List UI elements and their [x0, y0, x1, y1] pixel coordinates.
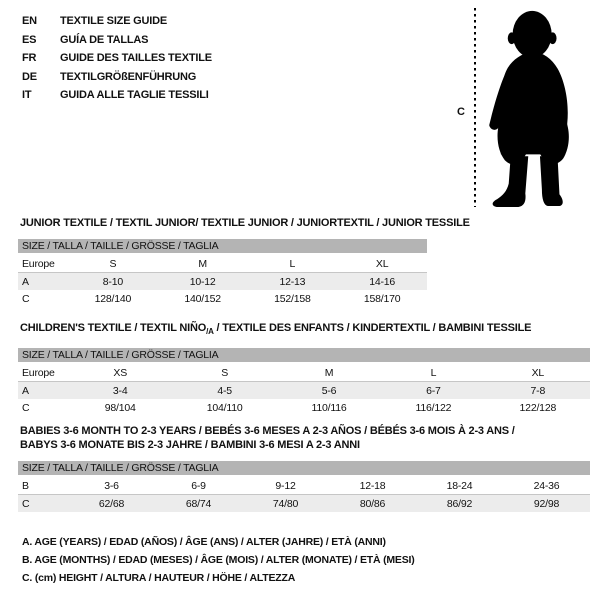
childrens-textile-section	[18, 321, 590, 416]
value-cell: M	[324, 367, 334, 380]
footnote-line: C. (cm) HEIGHT / ALTURA / HAUTEUR / HÖHE / ALTEZZA	[22, 572, 296, 584]
language-title-list	[22, 12, 212, 105]
language-title: TEXTILE SIZE GUIDE	[60, 15, 168, 28]
baby-silhouette-icon	[488, 8, 588, 208]
height-measure-label: C	[457, 106, 465, 118]
baby-figure	[450, 0, 600, 215]
value-cell: S	[221, 367, 229, 380]
footnote-legend	[22, 533, 415, 587]
junior-textile-section	[18, 216, 470, 307]
value-cell: 12-18	[359, 480, 386, 492]
value-cell: 128/140	[94, 292, 132, 305]
size-header-band: SIZE / TALLA / TAILLE / GRÖSSE / TAGLIA	[18, 348, 590, 362]
section-title	[18, 216, 470, 230]
value-cell: 74/80	[272, 497, 299, 510]
value-cell: 152/158	[274, 292, 311, 305]
language-code: ES	[22, 33, 37, 46]
language-code: EN	[22, 15, 37, 28]
value-cell: 3-4	[112, 384, 128, 397]
title-text: / TEXTILE DES ENFANTS / KINDERTEXTIL / BAMBINI TESSILE	[213, 322, 532, 334]
value-cell: 4-5	[217, 384, 232, 397]
title-text: CHILDREN'S TEXTILE / TEXTIL NIÑO	[20, 322, 207, 334]
table-row	[18, 273, 427, 290]
table-row	[18, 478, 590, 495]
language-row	[22, 12, 212, 31]
value-cell: 140/152	[184, 292, 221, 305]
value-cell: 7-8	[530, 384, 546, 397]
row-label-cell: Europe	[22, 258, 55, 270]
row-label-cell: Europe	[22, 367, 55, 380]
babies-textile-section	[18, 424, 590, 512]
section-title	[18, 321, 590, 339]
value-cell: 12-13	[279, 275, 306, 288]
value-cell: 68/74	[185, 497, 212, 510]
value-cell: 116/122	[415, 401, 452, 414]
title-text: BABYS 3-6 MONATE BIS 2-3 JAHRE / BAMBINI 3-6 MESI A 2-3 ANNI	[20, 439, 360, 451]
title-text: JUNIOR TEXTILE / TEXTIL JUNIOR/ TEXTILE JUNIOR / JUNIORTEXTIL / JUNIOR TESSILE	[20, 217, 470, 229]
value-cell: XL	[531, 367, 545, 380]
size-table	[18, 256, 427, 307]
language-code: FR	[22, 52, 37, 65]
value-cell: S	[109, 258, 117, 270]
table-row	[18, 495, 590, 512]
section-title	[18, 424, 590, 452]
row-label-cell: C	[22, 497, 30, 510]
row-label-cell: A	[22, 275, 29, 288]
table-row	[18, 256, 427, 273]
value-cell: 14-16	[369, 275, 396, 288]
value-cell: XS	[113, 367, 127, 380]
value-cell: 110/116	[311, 401, 347, 414]
language-row	[22, 68, 212, 87]
section-title-line	[20, 321, 590, 339]
table-row	[18, 290, 427, 307]
value-cell: 92/98	[533, 497, 560, 510]
section-title-line	[20, 424, 590, 438]
language-row	[22, 31, 212, 50]
value-cell: 5-6	[321, 384, 337, 397]
value-cell: 9-12	[275, 480, 296, 492]
language-code: IT	[22, 89, 32, 102]
value-cell: 104/110	[206, 401, 243, 414]
height-dotted-line	[474, 8, 476, 207]
row-label-cell: A	[22, 384, 29, 397]
value-cell: 8-10	[102, 275, 123, 288]
row-label-cell: C	[22, 292, 30, 305]
value-cell: 122/128	[519, 401, 557, 414]
value-cell: 6-9	[191, 480, 206, 492]
size-table	[18, 365, 590, 416]
row-label-cell: B	[22, 480, 29, 492]
value-cell: 24-36	[533, 480, 560, 492]
value-cell: 18-24	[446, 480, 473, 492]
title-text: BABIES 3-6 MONTH TO 2-3 YEARS / BEBÉS 3-6 MESES A 2-3 AÑOS / BÉBÉS 3-6 MOIS À 2-3 ANS /	[20, 425, 515, 437]
language-title: TEXTILGRÖßENFÜHRUNG	[60, 70, 197, 83]
size-header-band: SIZE / TALLA / TAILLE / GRÖSSE / TAGLIA	[18, 239, 427, 253]
value-cell: 3-6	[104, 480, 119, 492]
value-cell: M	[198, 258, 207, 270]
title-subscript: /A	[206, 327, 214, 337]
language-title: GUÍA DE TALLAS	[60, 33, 149, 46]
footnote-line: B. AGE (MONTHS) / EDAD (MESES) / ÂGE (MOIS) / ALTER (MONATE) / ETÀ (MESI)	[22, 554, 415, 566]
table-row	[18, 365, 590, 382]
value-cell: 158/170	[363, 292, 401, 305]
language-title: GUIDA ALLE TAGLIE TESSILI	[60, 89, 209, 102]
language-row	[22, 86, 212, 105]
value-cell: 98/104	[104, 401, 136, 414]
value-cell: 80/86	[359, 497, 386, 510]
language-title: GUIDE DES TAILLES TEXTILE	[60, 52, 212, 65]
value-cell: 6-7	[426, 384, 441, 397]
section-title-line	[20, 438, 590, 452]
value-cell: XL	[375, 258, 389, 270]
value-cell: L	[289, 258, 296, 270]
row-label-cell: C	[22, 401, 30, 414]
value-cell: 10-12	[189, 275, 216, 288]
language-code: DE	[22, 70, 37, 83]
table-row	[18, 399, 590, 416]
size-header-band: SIZE / TALLA / TAILLE / GRÖSSE / TAGLIA	[18, 461, 590, 475]
footnote-line: A. AGE (YEARS) / EDAD (AÑOS) / ÂGE (ANS) / ALTER (JAHRE) / ETÀ (ANNI)	[22, 536, 386, 548]
table-row	[18, 382, 590, 399]
value-cell: 86/92	[446, 497, 473, 510]
language-row	[22, 49, 212, 68]
size-table	[18, 478, 590, 512]
value-cell: 62/68	[98, 497, 125, 510]
value-cell: L	[430, 367, 437, 380]
section-title-line	[20, 216, 470, 230]
